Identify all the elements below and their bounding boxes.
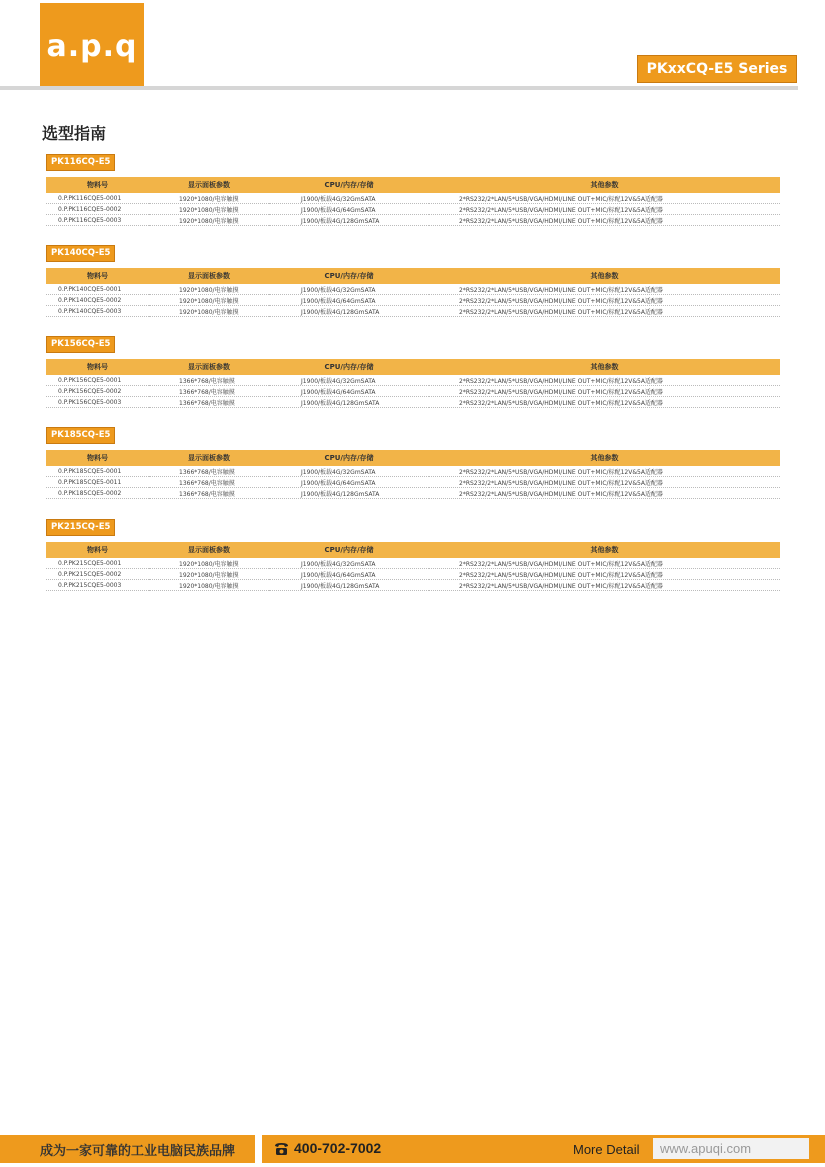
cpu-storage-cell: J1900/板载4G/128GmSATA: [269, 306, 429, 317]
table-header-row: [46, 359, 780, 375]
table-row: [46, 295, 780, 306]
model-section: [46, 424, 780, 499]
table-header-row: [46, 450, 780, 466]
series-label: PKxxCQ-E5 Series: [646, 61, 788, 77]
column-header: 显示面板参数: [149, 542, 269, 558]
column-header: 物料号: [46, 450, 149, 466]
other-spec-cell: 2*RS232/2*LAN/5*USB/VGA/HDMI/LINE OUT+MIC/标配12V&5A适配器: [429, 466, 780, 477]
other-spec-cell: 2*RS232/2*LAN/5*USB/VGA/HDMI/LINE OUT+MIC/标配12V&5A适配器: [429, 375, 780, 386]
model-section: [46, 242, 780, 317]
other-spec-cell: 2*RS232/2*LAN/5*USB/VGA/HDMI/LINE OUT+MIC/标配12V&5A适配器: [429, 215, 780, 226]
model-series-tag: PK185CQ-E5: [46, 427, 115, 444]
cpu-storage-cell: J1900/板载4G/64GmSATA: [269, 477, 429, 488]
column-header: 显示面板参数: [149, 268, 269, 284]
display-spec-cell: 1366*768/电容触摸: [149, 466, 269, 477]
part-number-cell: 0.P.PK140CQE5-0001: [46, 284, 149, 295]
column-header: CPU/内存/存储: [269, 359, 429, 375]
spec-table: [46, 450, 780, 499]
other-spec-cell: 2*RS232/2*LAN/5*USB/VGA/HDMI/LINE OUT+MIC/标配12V&5A适配器: [429, 193, 780, 204]
model-section: [46, 333, 780, 408]
page-title: 选型指南: [42, 124, 107, 143]
cpu-storage-cell: J1900/板载4G/32GmSATA: [269, 193, 429, 204]
cpu-storage-cell: J1900/板载4G/128GmSATA: [269, 580, 429, 591]
display-spec-cell: 1920*1080/电容触摸: [149, 215, 269, 226]
model-series-tag: PK140CQ-E5: [46, 245, 115, 262]
model-series-tag: PK116CQ-E5: [46, 154, 115, 171]
part-number-cell: 0.P.PK156CQE5-0002: [46, 386, 149, 397]
table-row: [46, 569, 780, 580]
column-header: 其他参数: [429, 177, 780, 193]
cpu-storage-cell: J1900/板载4G/64GmSATA: [269, 204, 429, 215]
more-detail-label: More Detail: [573, 1142, 640, 1157]
display-spec-cell: 1920*1080/电容触摸: [149, 558, 269, 569]
model-series-tag: PK215CQ-E5: [46, 519, 115, 536]
column-header: 其他参数: [429, 450, 780, 466]
column-header: 显示面板参数: [149, 177, 269, 193]
table-row: [46, 386, 780, 397]
part-number-cell: 0.P.PK116CQE5-0002: [46, 204, 149, 215]
cpu-storage-cell: J1900/板载4G/64GmSATA: [269, 295, 429, 306]
column-header: 其他参数: [429, 542, 780, 558]
column-header: 显示面板参数: [149, 450, 269, 466]
phone-number[interactable]: 400-702-7002: [294, 1140, 382, 1156]
display-spec-cell: 1920*1080/电容触摸: [149, 284, 269, 295]
other-spec-cell: 2*RS232/2*LAN/5*USB/VGA/HDMI/LINE OUT+MIC/标配12V&5A适配器: [429, 204, 780, 215]
part-number-cell: 0.P.PK185CQE5-0001: [46, 466, 149, 477]
cpu-storage-cell: J1900/板载4G/64GmSATA: [269, 386, 429, 397]
display-spec-cell: 1920*1080/电容触摸: [149, 295, 269, 306]
cpu-storage-cell: J1900/板载4G/128GmSATA: [269, 397, 429, 408]
other-spec-cell: 2*RS232/2*LAN/5*USB/VGA/HDMI/LINE OUT+MIC/标配12V&5A适配器: [429, 569, 780, 580]
column-header: 显示面板参数: [149, 359, 269, 375]
model-section: [46, 516, 780, 591]
other-spec-cell: 2*RS232/2*LAN/5*USB/VGA/HDMI/LINE OUT+MIC/标配12V&5A适配器: [429, 580, 780, 591]
footer-contact-bar: [262, 1135, 825, 1163]
other-spec-cell: 2*RS232/2*LAN/5*USB/VGA/HDMI/LINE OUT+MIC/标配12V&5A适配器: [429, 295, 780, 306]
spec-table: [46, 268, 780, 317]
table-row: [46, 204, 780, 215]
footer: [0, 1135, 825, 1163]
table-row: [46, 397, 780, 408]
part-number-cell: 0.P.PK156CQE5-0003: [46, 397, 149, 408]
other-spec-cell: 2*RS232/2*LAN/5*USB/VGA/HDMI/LINE OUT+MIC/标配12V&5A适配器: [429, 284, 780, 295]
footer-slogan-bar: [0, 1135, 255, 1163]
cpu-storage-cell: J1900/板载4G/128GmSATA: [269, 488, 429, 499]
column-header: 物料号: [46, 359, 149, 375]
website-url-box[interactable]: [653, 1138, 809, 1159]
display-spec-cell: 1366*768/电容触摸: [149, 386, 269, 397]
part-number-cell: 0.P.PK215CQE5-0003: [46, 580, 149, 591]
spec-table: [46, 177, 780, 226]
table-row: [46, 215, 780, 226]
website-url[interactable]: www.apuqi.com: [660, 1141, 752, 1156]
table-row: [46, 306, 780, 317]
part-number-cell: 0.P.PK156CQE5-0001: [46, 375, 149, 386]
other-spec-cell: 2*RS232/2*LAN/5*USB/VGA/HDMI/LINE OUT+MIC/标配12V&5A适配器: [429, 306, 780, 317]
column-header: 其他参数: [429, 359, 780, 375]
column-header: CPU/内存/存储: [269, 450, 429, 466]
table-row: [46, 375, 780, 386]
display-spec-cell: 1920*1080/电容触摸: [149, 204, 269, 215]
column-header: CPU/内存/存储: [269, 268, 429, 284]
cpu-storage-cell: J1900/板载4G/128GmSATA: [269, 215, 429, 226]
part-number-cell: 0.P.PK215CQE5-0002: [46, 569, 149, 580]
spec-table: [46, 359, 780, 408]
display-spec-cell: 1366*768/电容触摸: [149, 375, 269, 386]
table-header-row: [46, 177, 780, 193]
model-series-tag: PK156CQ-E5: [46, 336, 115, 353]
part-number-cell: 0.P.PK215CQE5-0001: [46, 558, 149, 569]
cpu-storage-cell: J1900/板载4G/64GmSATA: [269, 569, 429, 580]
other-spec-cell: 2*RS232/2*LAN/5*USB/VGA/HDMI/LINE OUT+MIC/标配12V&5A适配器: [429, 477, 780, 488]
column-header: 物料号: [46, 177, 149, 193]
display-spec-cell: 1366*768/电容触摸: [149, 488, 269, 499]
column-header: 物料号: [46, 268, 149, 284]
part-number-cell: 0.P.PK116CQE5-0001: [46, 193, 149, 204]
display-spec-cell: 1366*768/电容触摸: [149, 477, 269, 488]
part-number-cell: 0.P.PK140CQE5-0002: [46, 295, 149, 306]
other-spec-cell: 2*RS232/2*LAN/5*USB/VGA/HDMI/LINE OUT+MIC/标配12V&5A适配器: [429, 397, 780, 408]
footer-slogan: 成为一家可靠的工业电脑民族品牌: [40, 1143, 236, 1159]
header-divider: [0, 86, 798, 90]
logo-text: a.p.q: [46, 28, 138, 64]
display-spec-cell: 1366*768/电容触摸: [149, 397, 269, 408]
column-header: 其他参数: [429, 268, 780, 284]
table-header-row: [46, 268, 780, 284]
table-row: [46, 558, 780, 569]
display-spec-cell: 1920*1080/电容触摸: [149, 306, 269, 317]
cpu-storage-cell: J1900/板载4G/32GmSATA: [269, 375, 429, 386]
table-row: [46, 193, 780, 204]
other-spec-cell: 2*RS232/2*LAN/5*USB/VGA/HDMI/LINE OUT+MIC/标配12V&5A适配器: [429, 488, 780, 499]
table-row: [46, 477, 780, 488]
brand-logo: [40, 3, 144, 89]
part-number-cell: 0.P.PK116CQE5-0003: [46, 215, 149, 226]
table-row: [46, 488, 780, 499]
model-section: [46, 151, 780, 226]
telephone-icon: [274, 1142, 289, 1156]
table-header-row: [46, 542, 780, 558]
display-spec-cell: 1920*1080/电容触摸: [149, 193, 269, 204]
part-number-cell: 0.P.PK185CQE5-0011: [46, 477, 149, 488]
spec-table: [46, 542, 780, 591]
cpu-storage-cell: J1900/板载4G/32GmSATA: [269, 466, 429, 477]
table-row: [46, 284, 780, 295]
table-row: [46, 466, 780, 477]
series-badge: [637, 55, 797, 83]
part-number-cell: 0.P.PK140CQE5-0003: [46, 306, 149, 317]
other-spec-cell: 2*RS232/2*LAN/5*USB/VGA/HDMI/LINE OUT+MIC/标配12V&5A适配器: [429, 558, 780, 569]
column-header: CPU/内存/存储: [269, 177, 429, 193]
column-header: CPU/内存/存储: [269, 542, 429, 558]
display-spec-cell: 1920*1080/电容触摸: [149, 580, 269, 591]
part-number-cell: 0.P.PK185CQE5-0002: [46, 488, 149, 499]
display-spec-cell: 1920*1080/电容触摸: [149, 569, 269, 580]
cpu-storage-cell: J1900/板载4G/32GmSATA: [269, 558, 429, 569]
other-spec-cell: 2*RS232/2*LAN/5*USB/VGA/HDMI/LINE OUT+MIC/标配12V&5A适配器: [429, 386, 780, 397]
column-header: 物料号: [46, 542, 149, 558]
cpu-storage-cell: J1900/板载4G/32GmSATA: [269, 284, 429, 295]
table-row: [46, 580, 780, 591]
